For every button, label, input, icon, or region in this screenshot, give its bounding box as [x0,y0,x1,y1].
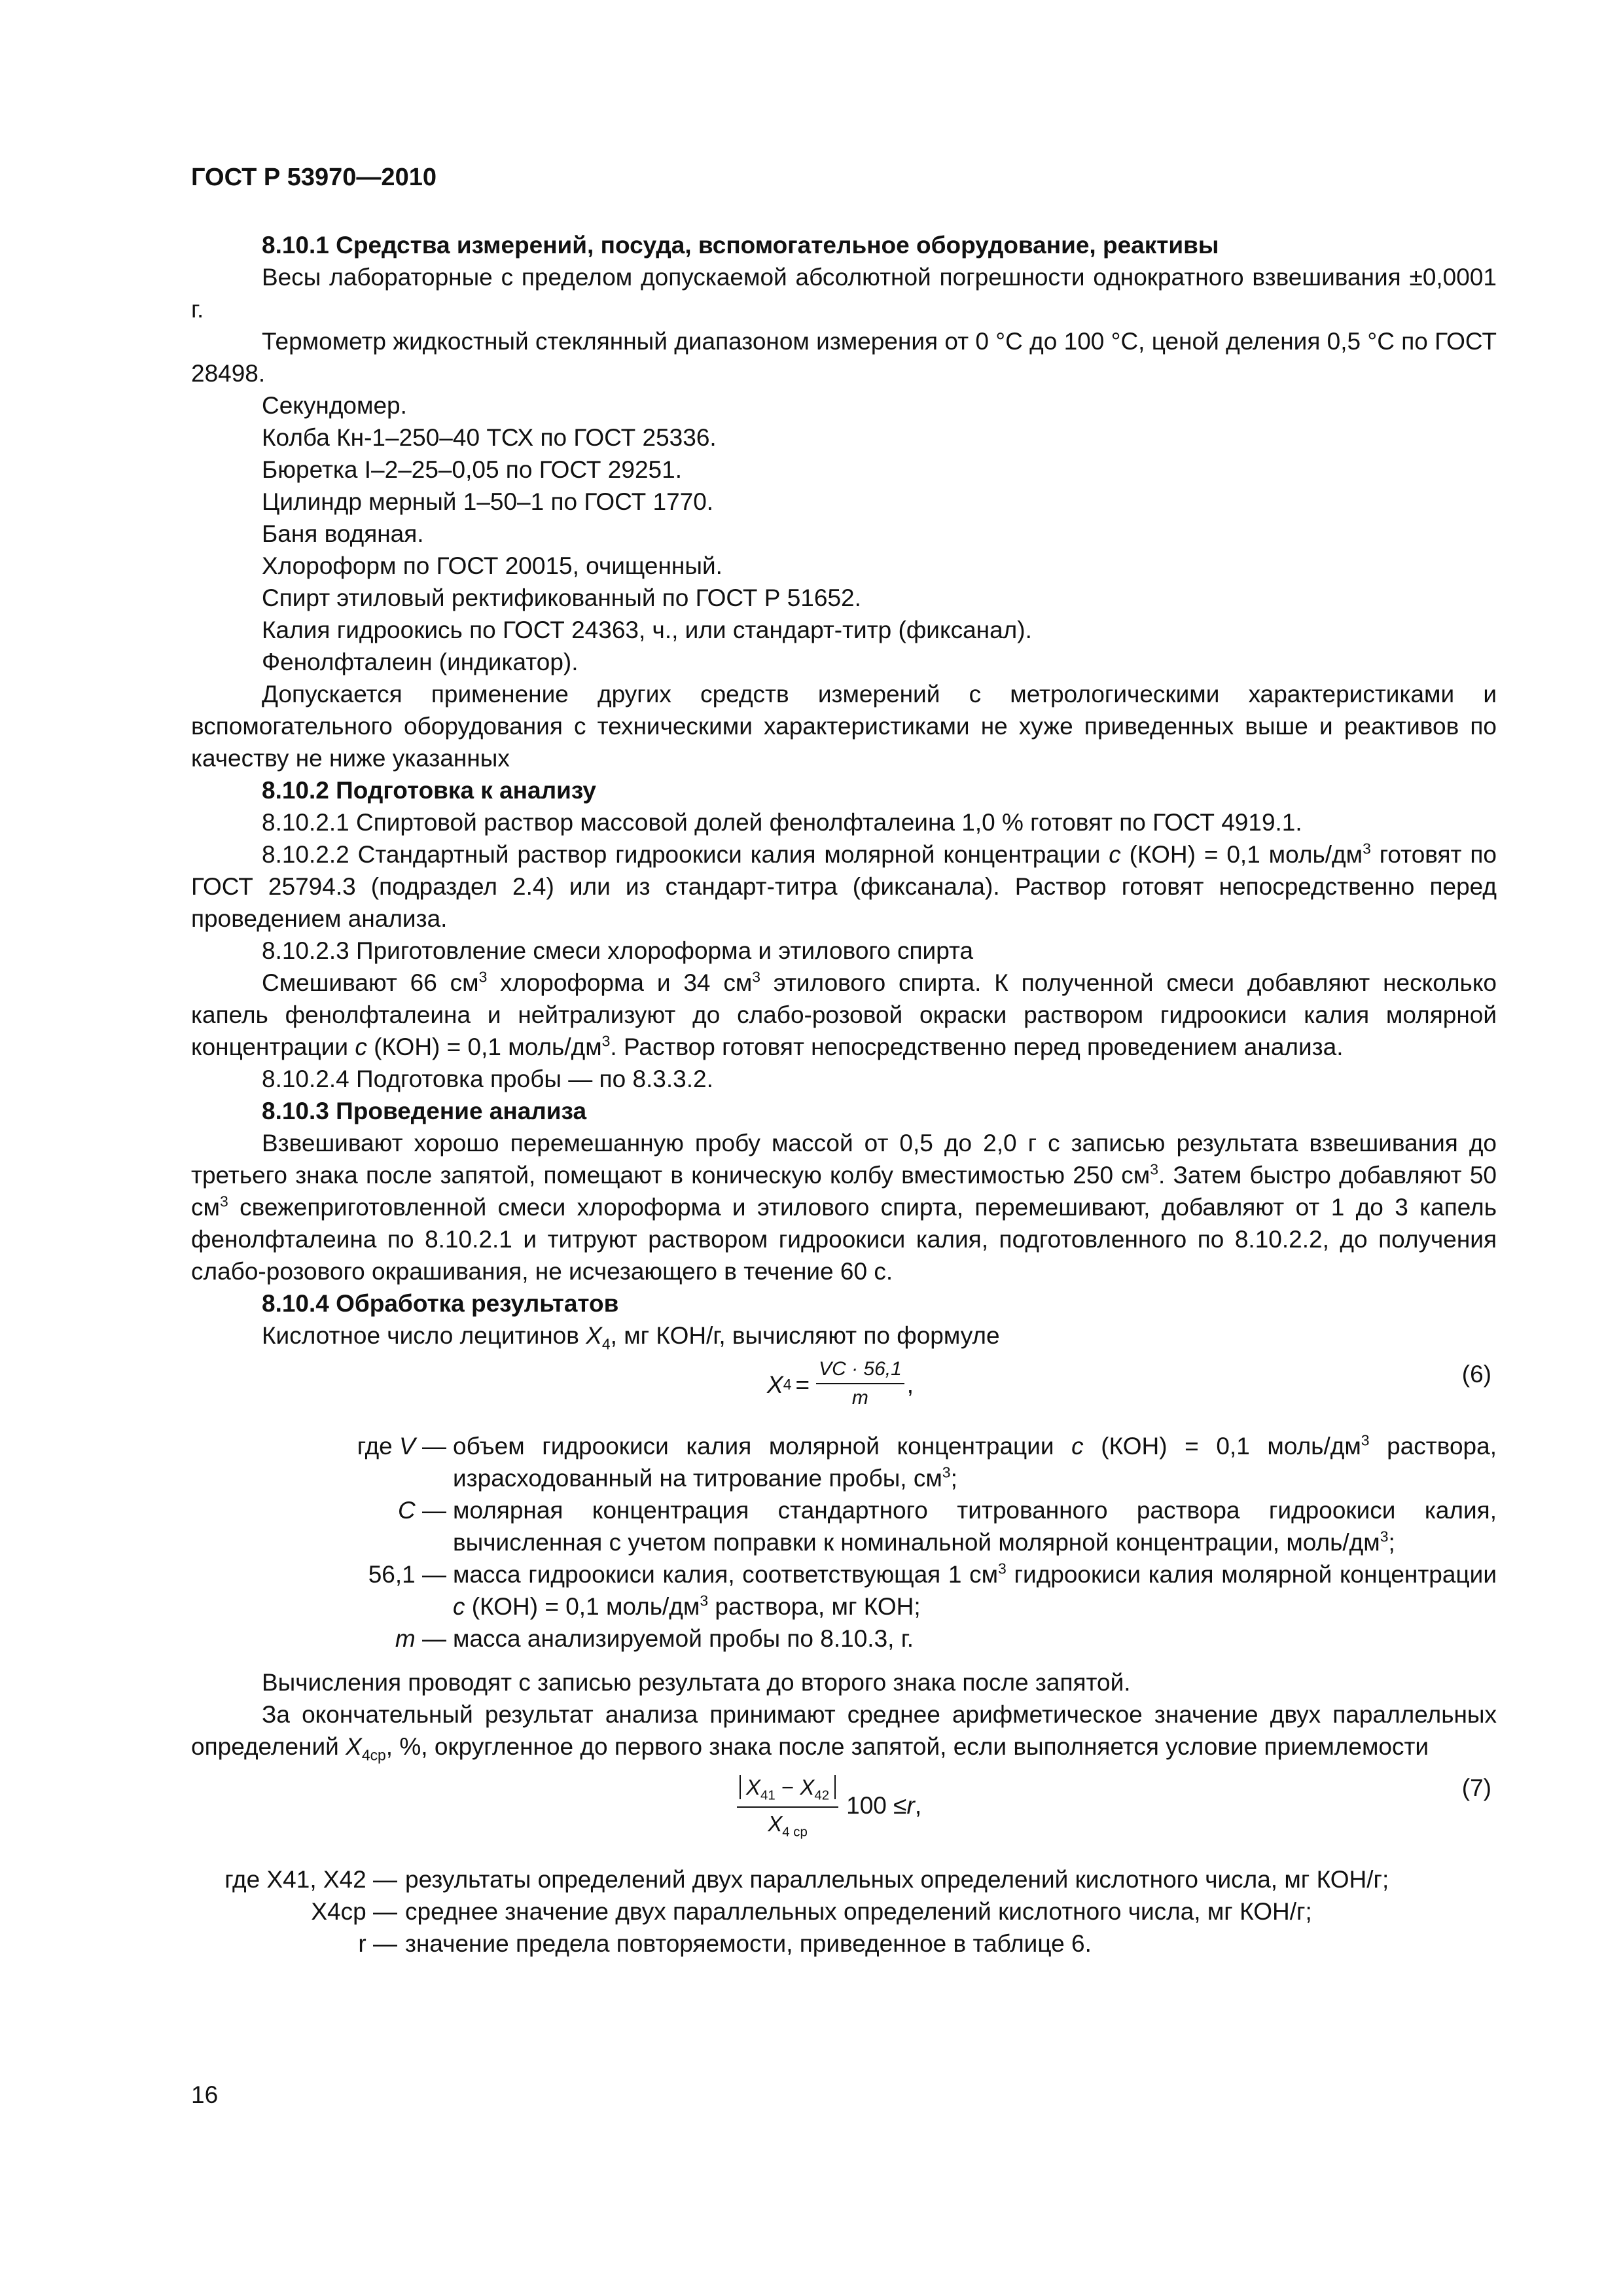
where-list-7 [191,1863,1497,1960]
formula-6: X 4 = $\frac{VC \cdot 56,1}{m}$ , (6) [767,1358,1491,1408]
where7-text-mean: среднее значение двух параллельных определений кислотного числа, мг КОН/г; [405,1898,1312,1925]
item-alternatives: Допускается применение других средств измерений с метрологическими характеристиками и вспомогательного оборудования с техническими характеристиками не хуже приведенных выше и реактивов по качеству не ниже указанных [191,681,1497,772]
para-calc-precision: Вычисления проводят с записью результата до второго знака после запятой. [262,1669,1131,1696]
where7-label-r: r — [358,1930,397,1957]
where7-text-results: результаты определений двух параллельных определений кислотного числа, мг КОН/г; [405,1866,1389,1893]
item-water-bath: Баня водяная. [262,520,424,547]
para-8-10-2-1: 8.10.2.1 Спиртовой раствор массовой долей фенолфталеина 1,0 % готовят по ГОСТ 4919.1. [262,809,1302,836]
formula-7: $\frac{X_{41} - X_{42}}{X_{4 ср}}$ 100 ≤ r , (7) [191,1770,1497,1857]
heading-8-10-4: 8.10.4 Обработка результатов [262,1290,619,1317]
where7-label-x41-x42: где X41, X42 — [224,1866,397,1893]
where7-text-repeatability: значение предела повторяемости, приведенное в таблице 6. [405,1930,1092,1957]
document-body [191,229,1497,1960]
item-burette: Бюретка I–2–25–0,05 по ГОСТ 29251. [262,456,682,483]
equation-number-6: (6) [1461,1361,1491,1388]
item-chloroform: Хлороформ по ГОСТ 20015, очищенный. [262,552,722,579]
item-koh: Калия гидроокись по ГОСТ 24363, ч., или стандарт-титр (фиксанал). [262,617,1032,643]
heading-8-10-1: 8.10.1 Средства измерений, посуда, вспомогательное оборудование, реактивы [262,232,1219,259]
item-flask: Колба Кн-1–250–40 ТСХ по ГОСТ 25336. [262,424,717,451]
para-analysis: Взвешивают хорошо перемешанную пробу массой от 0,5 до 2,0 г с записью результата взвешивания до третьего знака после запятой, помещают в коническую колбу вместимостью 250 $см^3$. Затем быстро добавляют 50 $см^3$ свежеприготовленной смеси хлороформа и этилового спирта, перемешивают, добавляют от 1 до 3 капель фенолфталеина по 8.10.2.1 и титруют раствором гидроокиси калия, подготовленного по 8.10.2.2, до получения слабо-розового окрашивания, не исчезающего в течение 60 с. [191,1130,1497,1285]
page-number: 16 [191,2081,219,2108]
document-header: ГОСТ Р 53970—2010 [191,164,437,191]
item-thermometer: Термометр жидкостный стеклянный диапазоном измерения от 0 °С до 100 °С, ценой деления 0,5 °С по ГОСТ 28498. [191,328,1497,387]
para-acid-number-intro: Кислотное число лецитинов $X_4$, мг КОН/г, вычисляют по формуле [262,1322,1000,1353]
para-8-10-2-2: 8.10.2.2 Стандартный раствор гидроокиси калия молярной концентрации с (КОН) = 0,1 моль/$дм^3$ готовят по ГОСТ 25794.3 (подраздел 2.4) или из стандарт-титра (фиксанала). Раствор готовят непосредственно перед проведением анализа. [191,840,1497,932]
where-list-6: где V — объем гидроокиси калия молярной концентрации с (КОН) = 0,1 моль/$дм^3$ раствора, израсходованный на титрование пробы, $см^3$; С — молярная концентрация стандартного титрованного раствора гидроокиси калия, вычисленная с учетом поправки к номинальной молярной концентрации, моль/$дм^3$; 56,1 — масса гидроокиси калия, соответствующая 1 $см^3$ гидроокиси калия молярной концентрации с (КОН) = 0,1 моль/$дм^3$ раствора, мг КОН; m — масса анализируемой пробы по 8.10.3, г. [357,1431,1497,1652]
heading-8-10-3: 8.10.3 Проведение анализа [262,1098,587,1124]
item-ethanol: Спирт этиловый ректификованный по ГОСТ Р 51652. [262,584,861,611]
para-mixing: Смешивают 66 $см^3$ хлороформа и 34 $см^3$ этилового спирта. К полученной смеси добавляют несколько капель фенолфталеина и нейтрализуют до слабо-розовой окраски раствором гидроокиси калия молярной концентрации с (КОН) = 0,1 моль/$дм^3$. Раствор готовят непосредственно перед проведением анализа. [191,968,1497,1060]
item-scales: Весы лабораторные с пределом допускаемой абсолютной погрешности однократного взвешивания ±0,0001 г. [191,264,1497,323]
para-final-result: За окончательный результат анализа принимают среднее арифметическое значение двух параллельных определений $X_{4ср}$, %, округленное до первого знака после запятой, если выполняется условие приемлемости [191,1701,1497,1764]
item-cylinder: Цилиндр мерный 1–50–1 по ГОСТ 1770. [262,488,714,515]
item-phenolphthalein: Фенолфталеин (индикатор). [262,649,579,675]
para-8-10-2-4: 8.10.2.4 Подготовка пробы — по 8.3.3.2. [262,1066,713,1092]
where7-label-x4avg: X4ср — [311,1898,397,1925]
item-stopwatch: Секундомер. [262,392,407,419]
heading-8-10-2: 8.10.2 Подготовка к анализу [262,777,596,804]
para-8-10-2-3: 8.10.2.3 Приготовление смеси хлороформа и этилового спирта [262,937,974,964]
equation-number-7: (7) [1461,1774,1491,1801]
